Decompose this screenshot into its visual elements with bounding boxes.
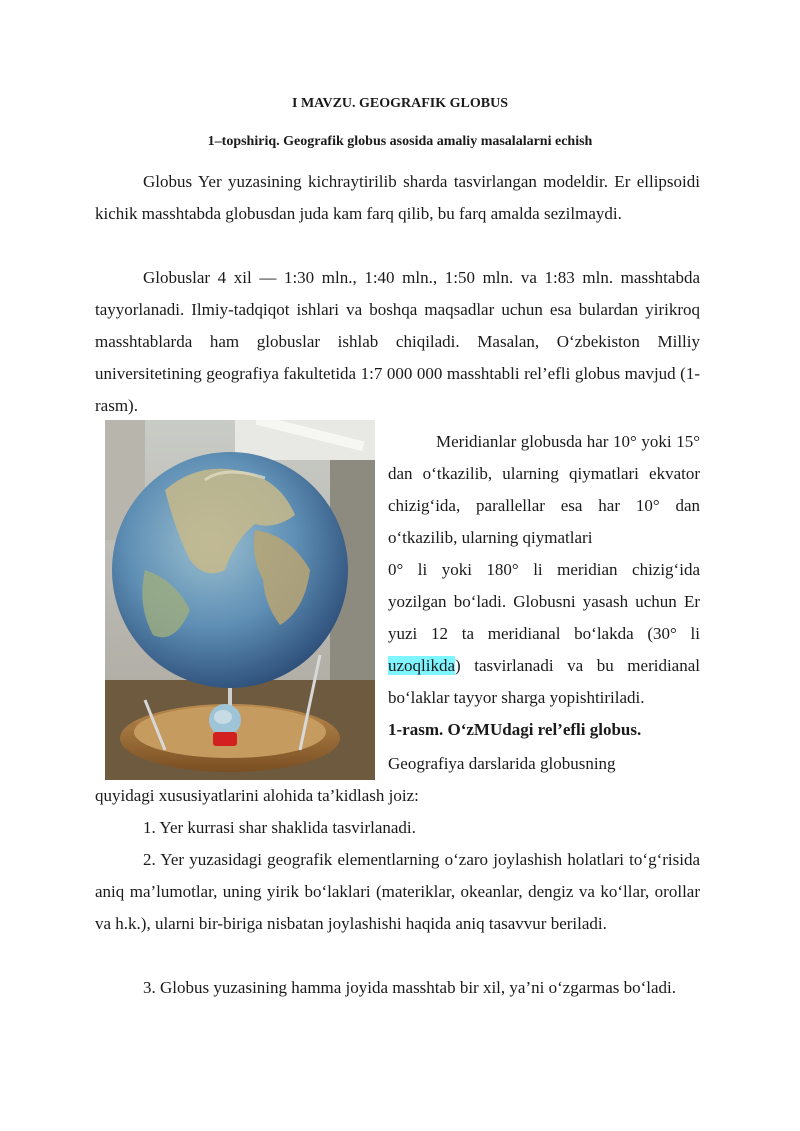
list-item-3: 3. Globus yuzasining hamma joyida masshtab bir xil, ya’ni o‘zgarmas bo‘ladi. [143, 978, 677, 997]
paragraph-features-line2: quyidagi xususiyatlarini alohida ta’kidlash joiz: [95, 786, 419, 805]
task-subtitle: 1–topshiriq. Geografik globus asosida amaliy masalalarni echish [207, 134, 593, 149]
globe-photo [105, 420, 375, 780]
paragraph-scales: Globuslar 4 xil — 1:30 mln., 1:40 mln., 1:50 mln. va 1:83 mln. masshtabda tayyorlanadi. Ilmiy-tadqiqot ishlari va boshqa maqsadlar uchun esa bulardan yirikroq masshtablarda ham globuslar ishlab chiqiladi. Masalan, O‘zbekiston Milliy universitetining geografiya fakultetida 1:7 000 000 masshtabli rel’efli globus mavjud (1-rasm). [95, 268, 700, 415]
globe-illustration [105, 420, 375, 780]
paragraph-features-line1 [388, 748, 700, 780]
highlighted-word: uzoqlikda [388, 656, 456, 675]
page-title: I MAVZU. GEOGRAFIK GLOBUS [292, 96, 508, 111]
list-item-2: 2. Yer yuzasidagi geografik elementlarning o‘zaro joylashish holatlari to‘g‘risida aniq ma’lumotlar, uning yirik bo‘laklari (materiklar, okeanlar, dengiz va ko‘llar, orollar va h.k.), ularni bir-biriga nisbatan joylashishi haqida aniq tasavvur beriladi. [95, 850, 700, 933]
features-intro-1: Geografiya darslarida globusning [388, 754, 616, 773]
meridians-text-3: ) tasvirlanadi va bu meridianal bo‘laklar tayyor sharga yopishtiriladi. [388, 656, 700, 707]
meridians-text-2: 0° li yoki 180° li meridian chizig‘ida yozilgan bo‘ladi. Globusni yasash uchun Er yuzi 12 ta meridianal bo‘lakda (30° li [388, 560, 700, 643]
paragraph-intro: Globus Yer yuzasining kichraytirilib sharda tasvirlangan modeldir. Er ellipsoidi kichik masshtabda globusdan juda kam farq qilib, bu farq amalda sezilmaydi. [95, 172, 700, 223]
paragraph-meridians-part1 [388, 426, 700, 554]
meridians-text-1: Meridianlar globusda har 10° yoki 15° dan o‘tkazilib, ularning qiymatlari ekvator chizig‘ida, parallellar esa har 10° dan o‘tkazilib, ularning qiymatlari [388, 432, 700, 547]
paragraph-meridians-part2 [388, 554, 700, 714]
list-item-1: 1. Yer kurrasi shar shaklida tasvirlanadi. [143, 818, 416, 837]
figure-caption: 1-rasm. O‘zMUdagi rel’efli globus. [388, 720, 642, 739]
